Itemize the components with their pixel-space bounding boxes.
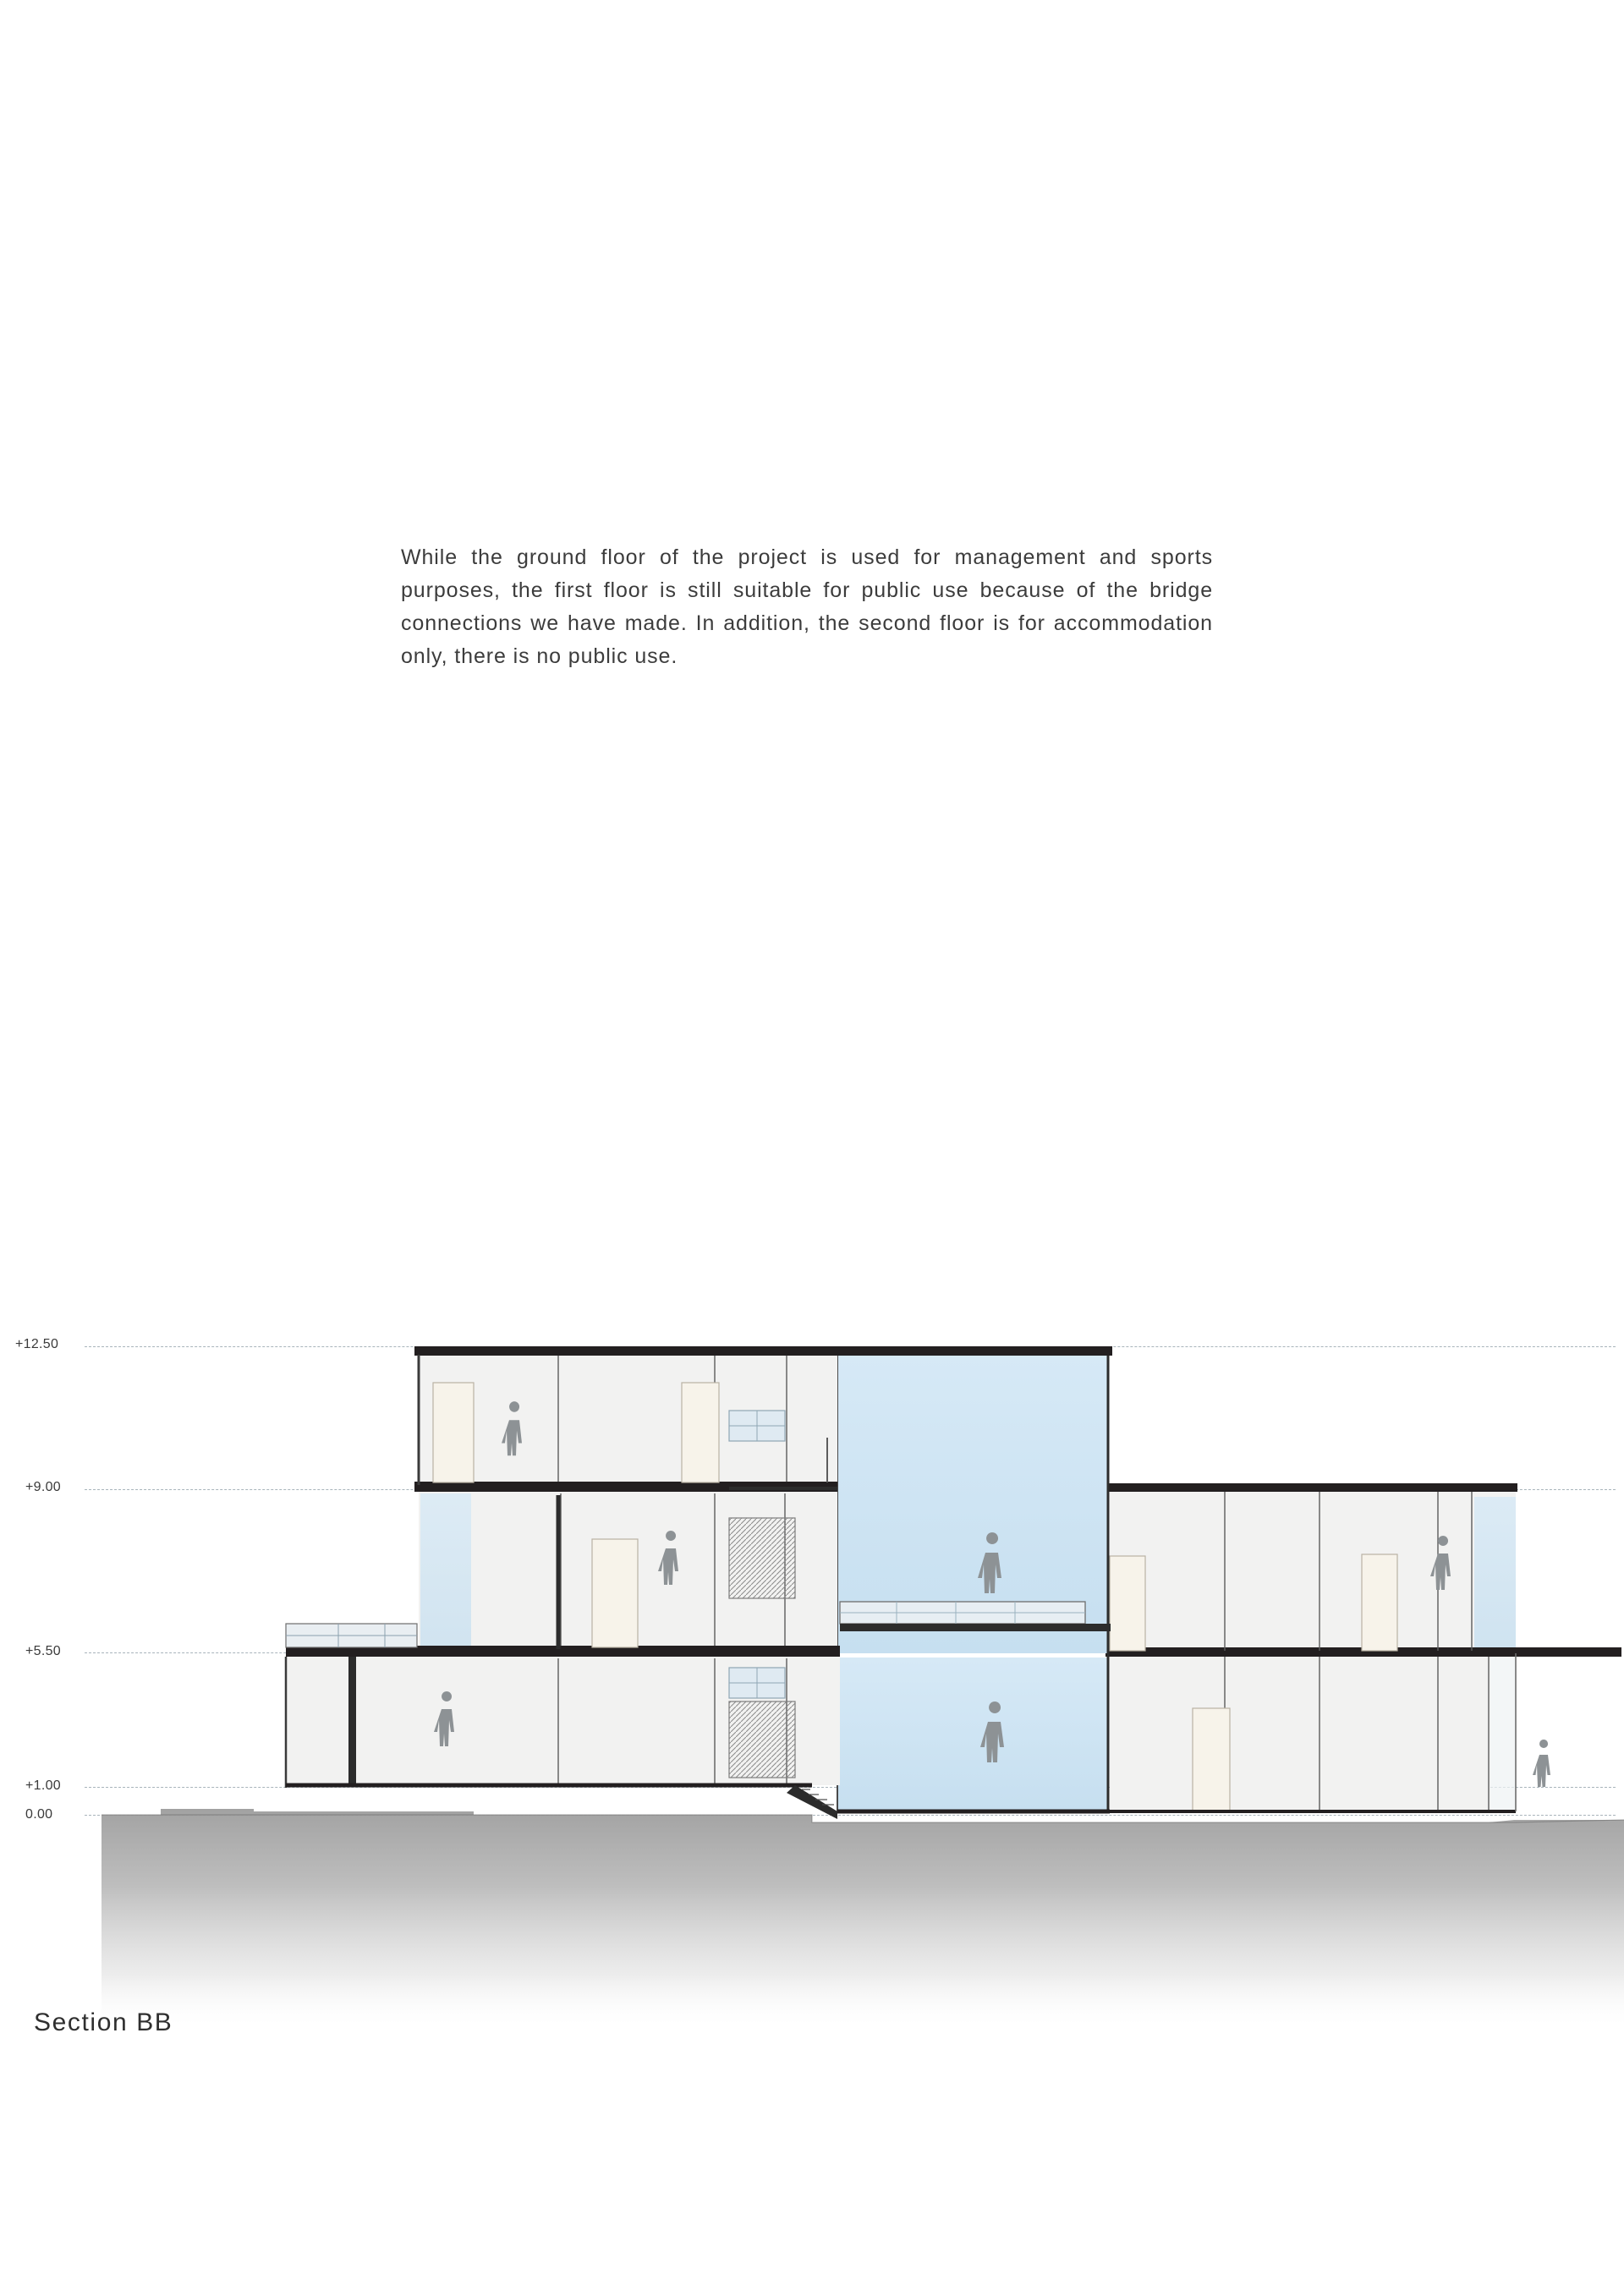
section-drawing: [0, 1336, 1624, 2030]
building-section-svg: [0, 1336, 1624, 2030]
project-description-paragraph: While the ground floor of the project is used for management and sports purposes, the first floor is still suitable for public use because of the bridge connections we have made. In addition, the second floor is for accommodation only, there is no public use.: [401, 545, 1213, 668]
right-wing-lower-volume: [1110, 1653, 1516, 1812]
level-label-9-00: +9.00: [25, 1480, 61, 1494]
glazed-atrium: [837, 1353, 1108, 1811]
right-wing-upper-volume: [1106, 1483, 1621, 1657]
terrain-ground: [102, 1809, 1624, 2030]
section-title: Section BB: [34, 2008, 173, 2036]
level-label-5-50: +5.50: [25, 1644, 61, 1658]
level-label-1-00: +1.00: [25, 1778, 61, 1793]
level-label-12-50: +12.50: [15, 1337, 59, 1351]
level-label-0-00: 0.00: [25, 1807, 53, 1822]
